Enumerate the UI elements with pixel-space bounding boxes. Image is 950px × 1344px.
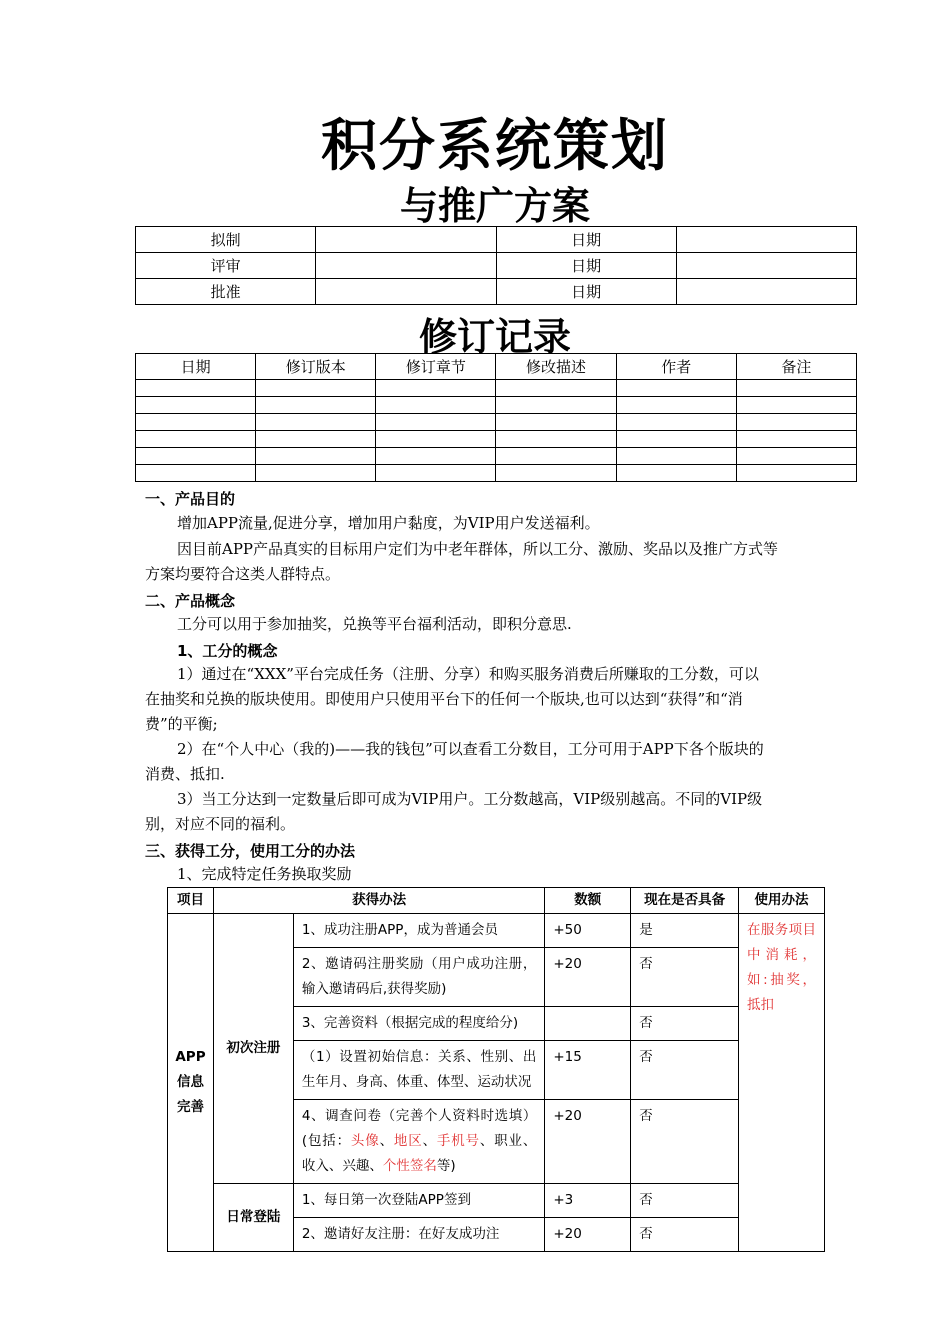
table-row [136, 253, 857, 279]
available-cell: 否 [631, 1007, 739, 1041]
method-cell: 1、成功注册APP，成为普通会员 [293, 914, 545, 948]
available-cell: 否 [631, 948, 739, 1007]
method-cell: 3、完善资料（根据完成的程度给分) [293, 1007, 545, 1041]
table-row [136, 431, 857, 448]
usage-cell: 在服务项目中消耗，如:抽奖，抵扣 [739, 914, 825, 1252]
table-row [136, 397, 857, 414]
approval-label: 拟制 [136, 227, 316, 253]
method-cell: 2、邀请码注册奖励（用户成功注册，输入邀请码后,获得奖励) [293, 948, 545, 1007]
approval-value [316, 253, 496, 279]
col-header: 获得办法 [213, 888, 544, 914]
amount-cell: +3 [545, 1184, 631, 1218]
table-row [168, 1184, 825, 1218]
project-cell: APP信息完善 [168, 914, 214, 1252]
doc-title: 积分系统策划 [321, 114, 669, 179]
approval-value [316, 227, 496, 253]
section-heading: 二、产品概念 [145, 592, 236, 610]
col-header: 修订章节 [376, 354, 496, 380]
amount-cell: +20 [545, 1218, 631, 1252]
approval-date-value [676, 279, 856, 305]
approval-label: 批准 [136, 279, 316, 305]
method-cell: （1）设置初始信息：关系、性别、出生年月、身高、体重、体型、运动状况 [293, 1041, 545, 1100]
section-heading: 一、产品目的 [145, 490, 236, 508]
col-header: 备注 [736, 354, 856, 380]
col-header: 日期 [136, 354, 256, 380]
approval-date-value [676, 227, 856, 253]
subsection-heading: 1、工分的概念 [177, 642, 278, 660]
col-header: 项目 [168, 888, 214, 914]
amount-cell [545, 1007, 631, 1041]
method-cell: 1、每日第一次登陆APP签到 [293, 1184, 545, 1218]
amount-cell: +20 [545, 948, 631, 1007]
table-row [136, 279, 857, 305]
col-header: 修订版本 [256, 354, 376, 380]
amount-cell: +50 [545, 914, 631, 948]
table-row [136, 465, 857, 482]
col-header: 数额 [545, 888, 631, 914]
paragraph: 别，对应不同的福利。 [145, 815, 296, 833]
approval-table [135, 226, 857, 305]
table-header-row [136, 354, 857, 380]
table-row [136, 448, 857, 465]
subsection-heading: 1、完成特定任务换取奖励 [177, 865, 352, 883]
revision-table [135, 353, 857, 482]
paragraph: 2）在“个人中心（我的)——我的钱包”可以查看工分数目，工分可用于APP下各个版块的 [177, 740, 764, 758]
section-heading: 三、获得工分，使用工分的办法 [145, 842, 356, 860]
method-cell: 2、邀请好友注册：在好友成功注 [293, 1218, 545, 1252]
paragraph: 因目前APP产品真实的目标用户定们为中老年群体，所以工分、激励、奖品以及推广方式等 [177, 540, 779, 558]
method-cell: 4、调查问卷（完善个人资料时选填）(包括：头像、地区、手机号、职业、收入、兴趣、个性签名等) [293, 1100, 545, 1184]
amount-cell: +20 [545, 1100, 631, 1184]
approval-date-label: 日期 [496, 227, 676, 253]
col-header: 现在是否具备 [631, 888, 739, 914]
available-cell: 否 [631, 1100, 739, 1184]
doc-subtitle: 与推广方案 [399, 184, 590, 228]
paragraph: 1）通过在“XXX”平台完成任务（注册、分享）和购买服务消费后所赚取的工分数，可以 [177, 665, 759, 683]
paragraph: 消费、抵扣. [145, 765, 225, 783]
amount-cell: +15 [545, 1041, 631, 1100]
approval-date-label: 日期 [496, 253, 676, 279]
paragraph: 费”的平衡; [145, 715, 218, 733]
available-cell: 否 [631, 1184, 739, 1218]
available-cell: 否 [631, 1218, 739, 1252]
col-header: 作者 [616, 354, 736, 380]
group-cell: 初次注册 [213, 914, 293, 1184]
table-row [136, 227, 857, 253]
table-header-row [168, 888, 825, 914]
paragraph: 方案均要符合这类人群特点。 [145, 565, 341, 583]
table-row [136, 380, 857, 397]
approval-date-value [676, 253, 856, 279]
paragraph: 工分可以用于参加抽奖，兑换等平台福利活动，即积分意思. [177, 615, 572, 633]
col-header: 修改描述 [496, 354, 616, 380]
approval-date-label: 日期 [496, 279, 676, 305]
available-cell: 是 [631, 914, 739, 948]
approval-value [316, 279, 496, 305]
table-row [168, 914, 825, 948]
available-cell: 否 [631, 1041, 739, 1100]
paragraph: 在抽奖和兑换的版块使用。即使用户只使用平台下的任何一个版块,也可以达到“获得”和“消 [145, 690, 743, 708]
revision-title: 修订记录 [418, 315, 571, 359]
approval-label: 评审 [136, 253, 316, 279]
group-cell: 日常登陆 [213, 1184, 293, 1252]
paragraph: 3）当工分达到一定数量后即可成为VIP用户。工分数越高，VIP级别越高。不同的VIP级 [177, 790, 763, 808]
paragraph: 增加APP流量,促进分享，增加用户黏度，为VIP用户发送福利。 [177, 514, 600, 532]
table-row [136, 414, 857, 431]
col-header: 使用办法 [739, 888, 825, 914]
task-table [167, 887, 825, 1252]
